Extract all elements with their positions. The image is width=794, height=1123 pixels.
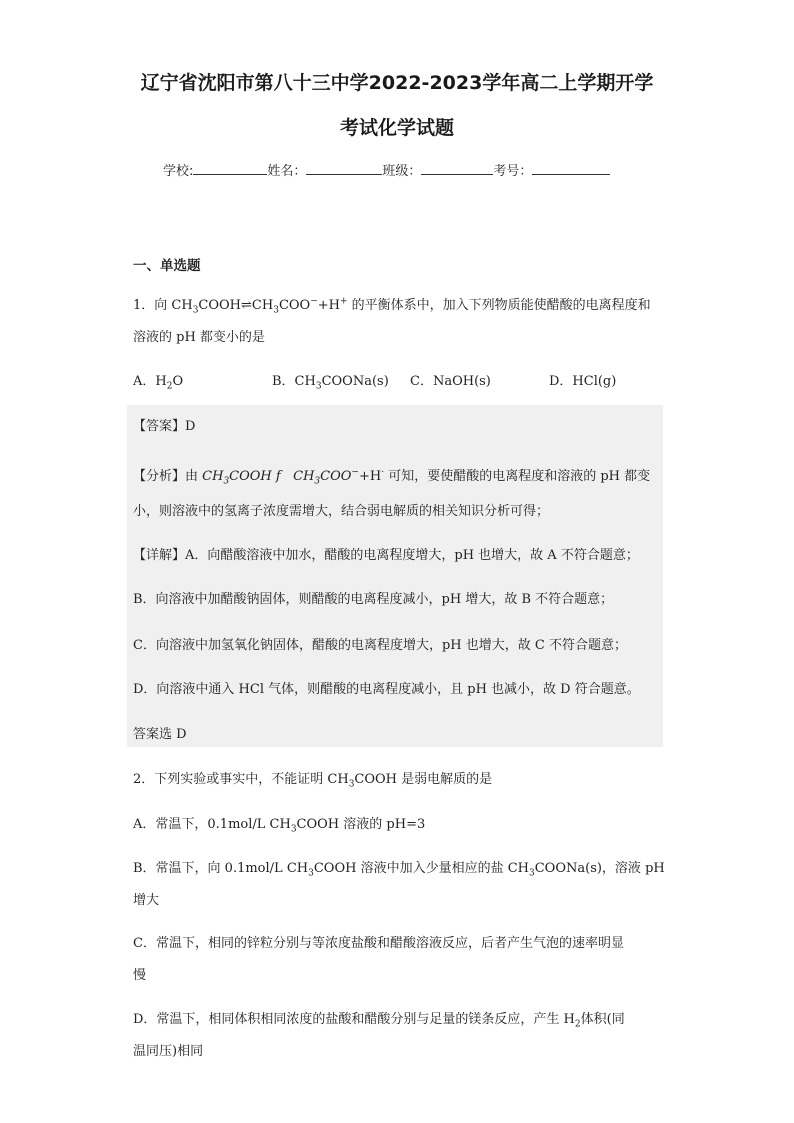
q1-detail-d: D．向溶液中通入 HCl 气体，则醋酸的电离程度减小，且 pH 也减小，故 D 符合题意。 [133,682,640,697]
q1-detail-a: 【详解】A．向醋酸溶液中加水，醋酸的电离程度增大，pH 也增大，故 A 不符合题意； [133,548,639,563]
name-blank [306,162,382,175]
class-blank [421,162,493,175]
q1-option-d: D．HCl(g) [549,374,617,389]
q1-option-c: C．NaOH(s) [410,374,491,389]
doc-title-line1: 辽宁省沈阳市第八十三中学2022-2023学年高二上学期开学 [140,72,654,94]
q1-option-a: A．$H_2O$ [133,374,184,392]
q1-option-b: B．$CH_3COONa(s)$ [272,374,389,392]
class-label: 班级： [382,164,422,179]
q2-option-b-line2: 增大 [133,893,160,908]
school-label: 学校: [163,164,194,179]
q1-answer: 【答案】D [133,419,196,434]
exam-no-label: 考号： [493,164,533,179]
q1-analysis-line2: 小，则溶液中的氢离子浓度需增大，结合弱电解质的相关知识分析可得； [133,504,550,519]
q1-analysis-line1: 【分析】由 $CH_3COOH$ f $CH_3COO^-+H^\cdot$ 可知，要使醋酸的电离程度和溶液的 pH 都变 [133,467,651,487]
school-blank [193,162,267,175]
q1-final-answer: 答案选 D [133,727,187,742]
q2-option-a: A．常温下，0.1mol/L $CH_3COOH$ 溶液的 pH=3 [133,817,426,835]
q2-option-c-line2: 慢 [133,968,147,983]
q1-detail-b: B．向溶液中加醋酸钠固体，则醋酸的电离程度减小，pH 增大，故 B 不符合题意； [133,592,614,607]
q2-stem: 2．下列实验或事实中，不能证明 $CH_3COOH$ 是弱电解质的是 [133,772,493,790]
q2-option-b-line1: B．常温下，向 0.1mol/L $CH_3COOH$ 溶液中加入少量相应的盐 $CH_3COONa(s)$，溶液 pH [133,861,665,879]
exam-no-blank [532,162,610,175]
q2-option-c-line1: C．常温下，相同的锌粒分别与等浓度盐酸和醋酸溶液反应，后者产生气泡的速率明显 [133,936,624,951]
doc-title-line2: 考试化学试题 [339,117,454,139]
q2-option-d-line1: D．常温下，相同体积相同浓度的盐酸和醋酸分别与足量的镁条反应，产生 $H_2$体积(同 [133,1012,625,1030]
name-label: 姓名： [267,164,307,179]
q1-stem-line1: 1．向 $CH_3COOH\rightleftharpoons CH_3COO^-+H^+$ 的平衡体系中，加入下列物质能使醋酸的电离程度和 [133,296,651,316]
q1-stem-line2: 溶液的 pH 都变小的是 [133,330,265,345]
q2-option-d-line2: 温同压)相同 [133,1044,204,1059]
student-info-row [163,160,610,179]
q1-detail-c: C．向溶液中加氢氧化钠固体，醋酸的电离程度增大，pH 也增大，故 C 不符合题意； [133,638,627,653]
section-heading: 一、单选题 [133,258,201,274]
